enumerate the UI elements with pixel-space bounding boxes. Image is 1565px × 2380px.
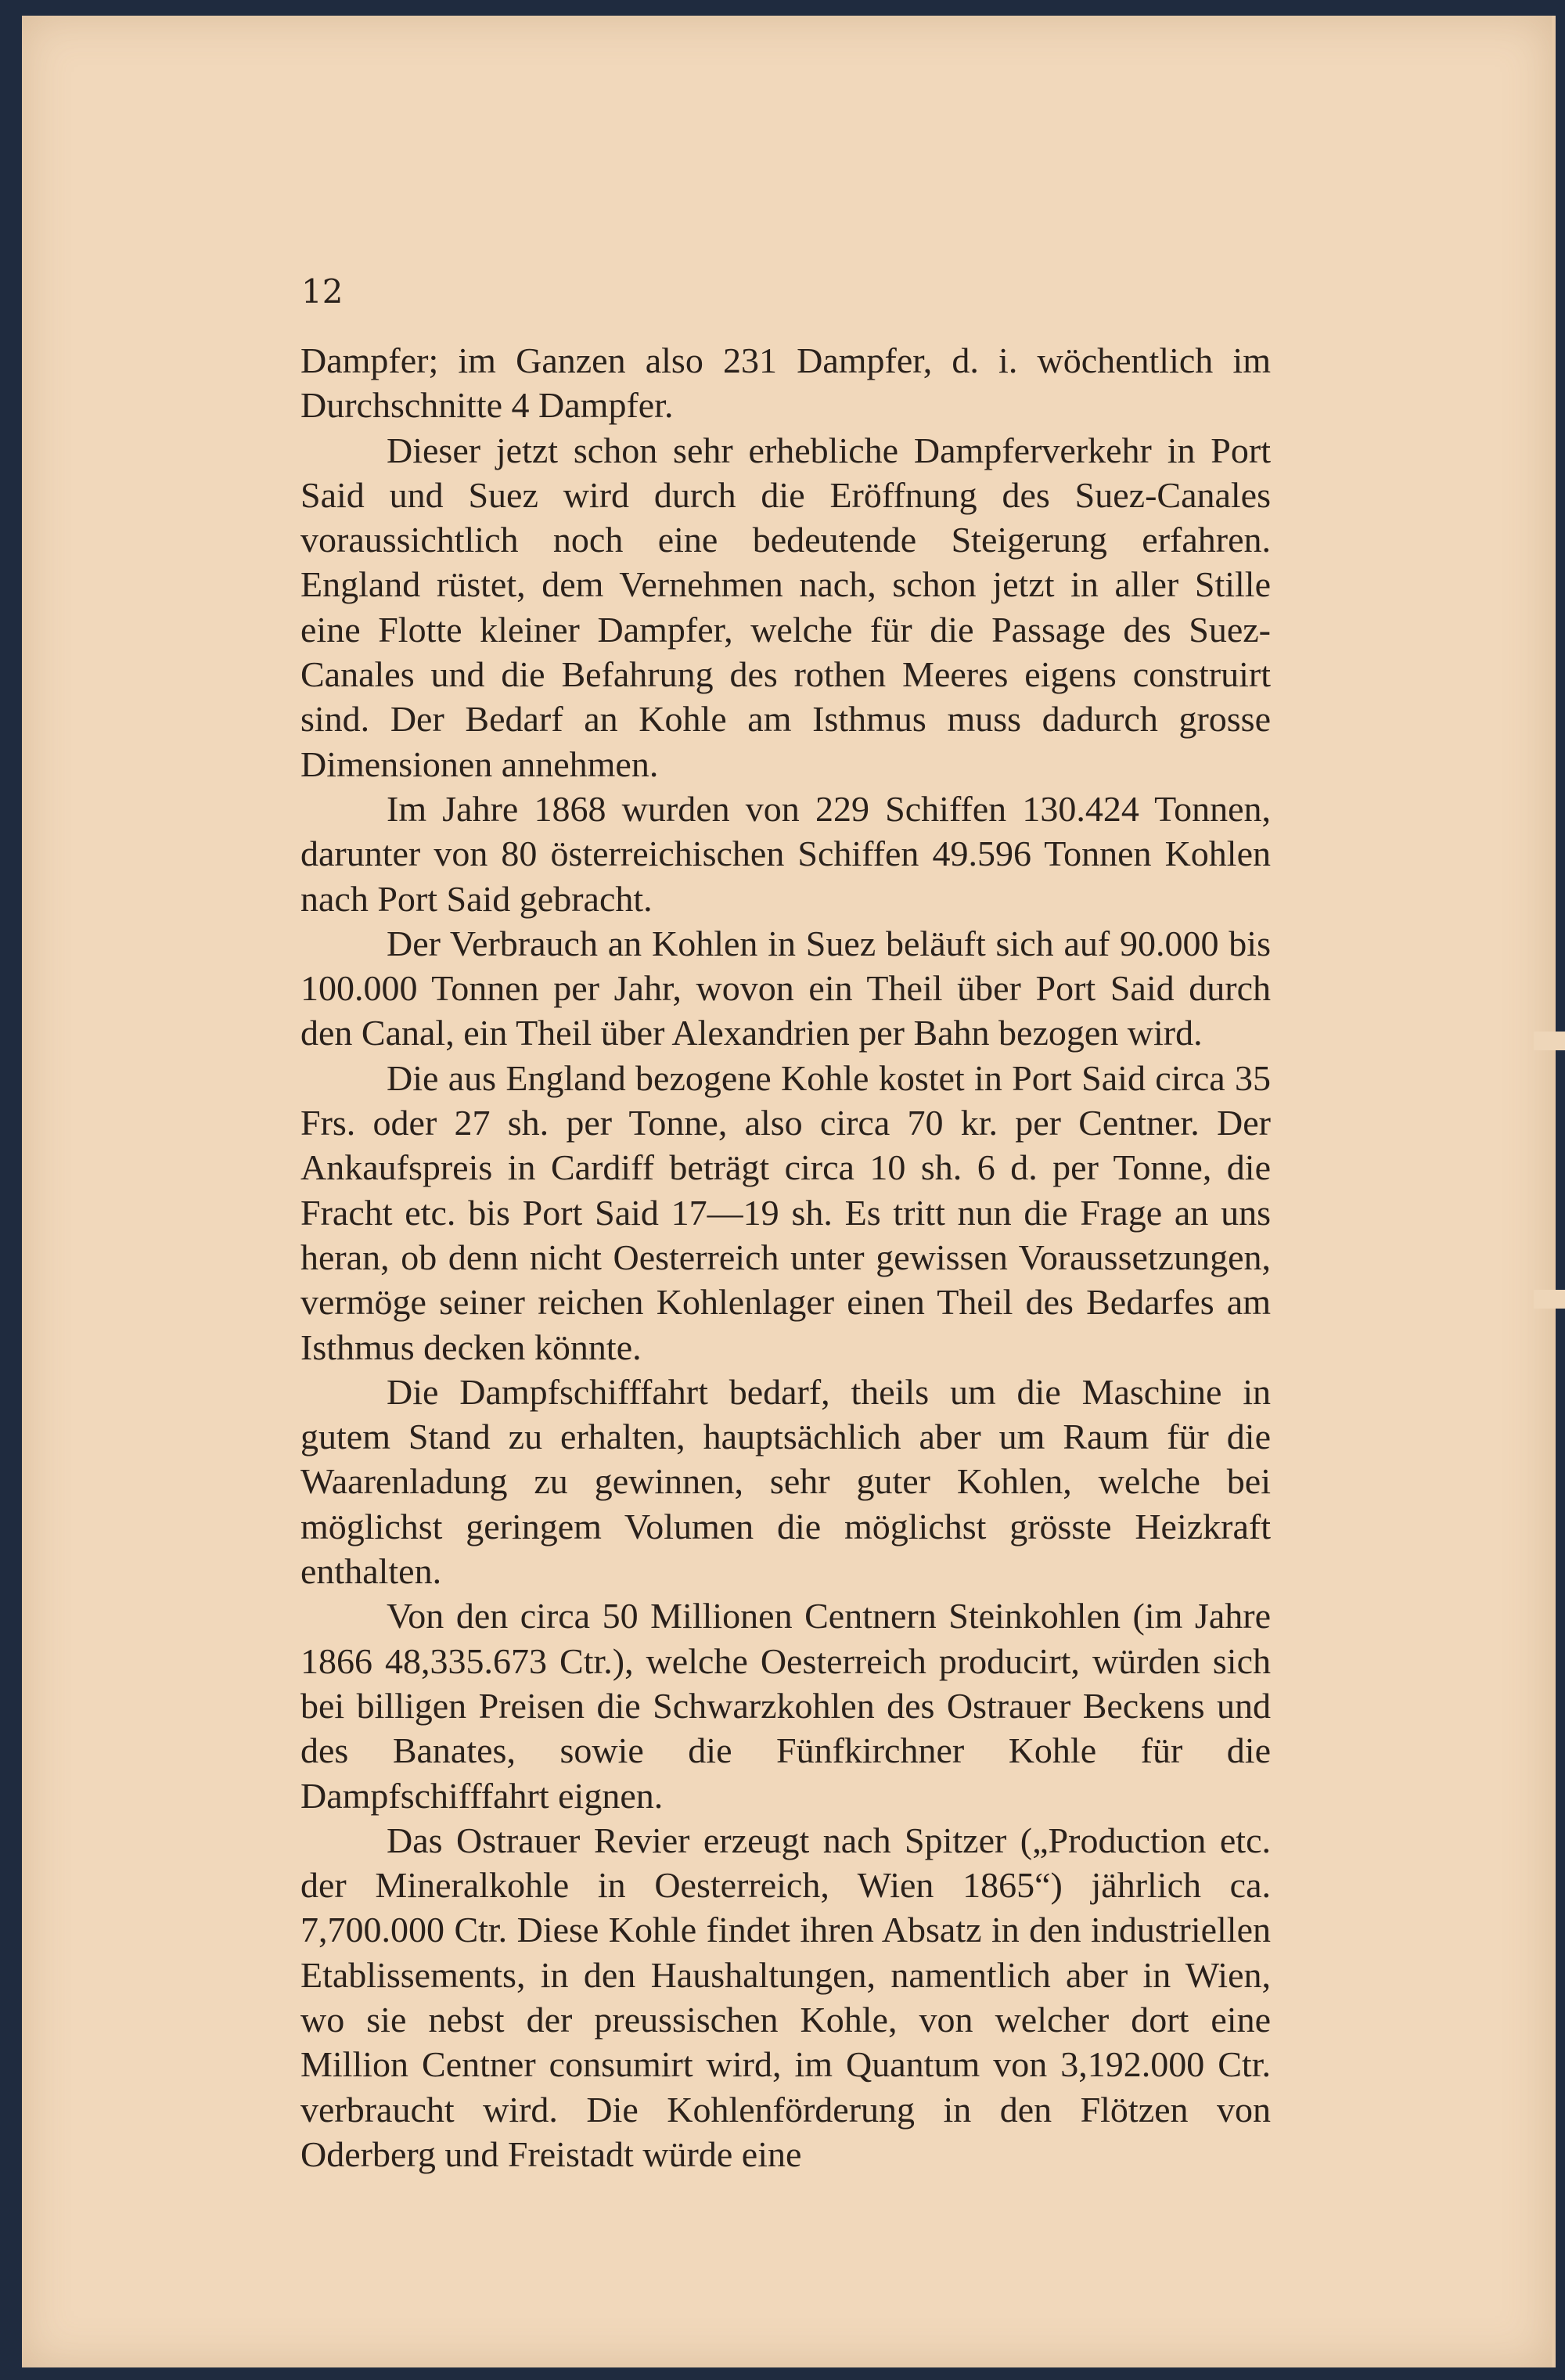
paragraph: Im Jahre 1868 wurden von 229 Schiffen 130.424 Tonnen, darunter von 80 österreichischen Schiffen 49.596 Tonnen Kohlen nach Port Said gebracht. (300, 788, 1271, 919)
paragraph: Das Ostrauer Revier erzeugt nach Spitzer („Production etc. der Mineralkohle in Oesterreich, Wien 1865“) jährlich ca. 7,700.000 Ctr. Diese Kohle findet ihren Absatz in den industriellen Etablissements, in den Haushaltungen, namentlich aber in Wien, wo sie nebst der preussischen Kohle, von welcher dort eine Million Centner consumirt wird, im Quantum von 3,192.000 Ctr. verbraucht wird. Die Kohlenförderung in den Flötzen von Oderberg und Freistadt würde eine (300, 1820, 1271, 2174)
paragraph: Die Dampfschifffahrt bedarf, theils um die Maschine in gutem Stand zu erhalten, hauptsächlich aber um Raum für die Waarenladung zu gewinnen, sehr guter Kohlen, welche bei möglichst geringem Volumen die möglichst grösste Heizkraft enthalten. (300, 1371, 1271, 1592)
paragraph: Dampfer; im Ganzen also 231 Dampfer, d. i. wöchentlich im Durchschnitte 4 Dampfer. (300, 340, 1271, 426)
paragraph: Dieser jetzt schon sehr erhebliche Dampferverkehr in Port Said und Suez wird durch die Eröffnung des Suez-Canales voraussichtlich noch eine bedeutende Steigerung erfahren. England rüstet, dem Vernehmen nach, schon jetzt in aller Stille eine Flotte kleiner Dampfer, welche für die Passage des Suez-Canales und die Befahrung des rothen Meeres eigens construirt sind. Der Bedarf an Kohle am Isthmus muss dadurch grosse Dimensionen annehmen. (300, 430, 1271, 784)
paragraph: Der Verbrauch an Kohlen in Suez beläuft sich auf 90.000 bis 100.000 Tonnen per Jahr, wovon ein Theil über Port Said durch den Canal, ein Theil über Alexandrien per Bahn bezogen wird. (300, 923, 1271, 1053)
paragraph: Von den circa 50 Millionen Centnern Steinkohlen (im Jahre 1866 48,335.673 Ctr.), welche Oesterreich producirt, würden sich bei billigen Preisen die Schwarzkohlen des Ostrauer Beckens und des Banates, sowie die Fünfkirchner Kohle für die Dampfschifffahrt eignen. (300, 1596, 1271, 1816)
page-tab-mark (1534, 1032, 1565, 1050)
page-tab-mark (1534, 1290, 1565, 1309)
page-number: 12 (301, 272, 344, 311)
text-body (300, 338, 1271, 2177)
paragraph: Die aus England bezogene Kohle kostet in Port Said circa 35 Frs. oder 27 sh. per Tonne, also circa 70 kr. per Centner. Der Ankaufspreis in Cardiff beträgt circa 10 sh. 6 d. per Tonne, die Fracht etc. bis Port Said 17—19 sh. Es tritt nun die Frage an uns heran, ob denn nicht Oesterreich unter gewissen Voraussetzungen, vermöge seiner reichen Kohlenlager einen Theil des Bedarfes am Isthmus decken könnte. (300, 1057, 1271, 1367)
